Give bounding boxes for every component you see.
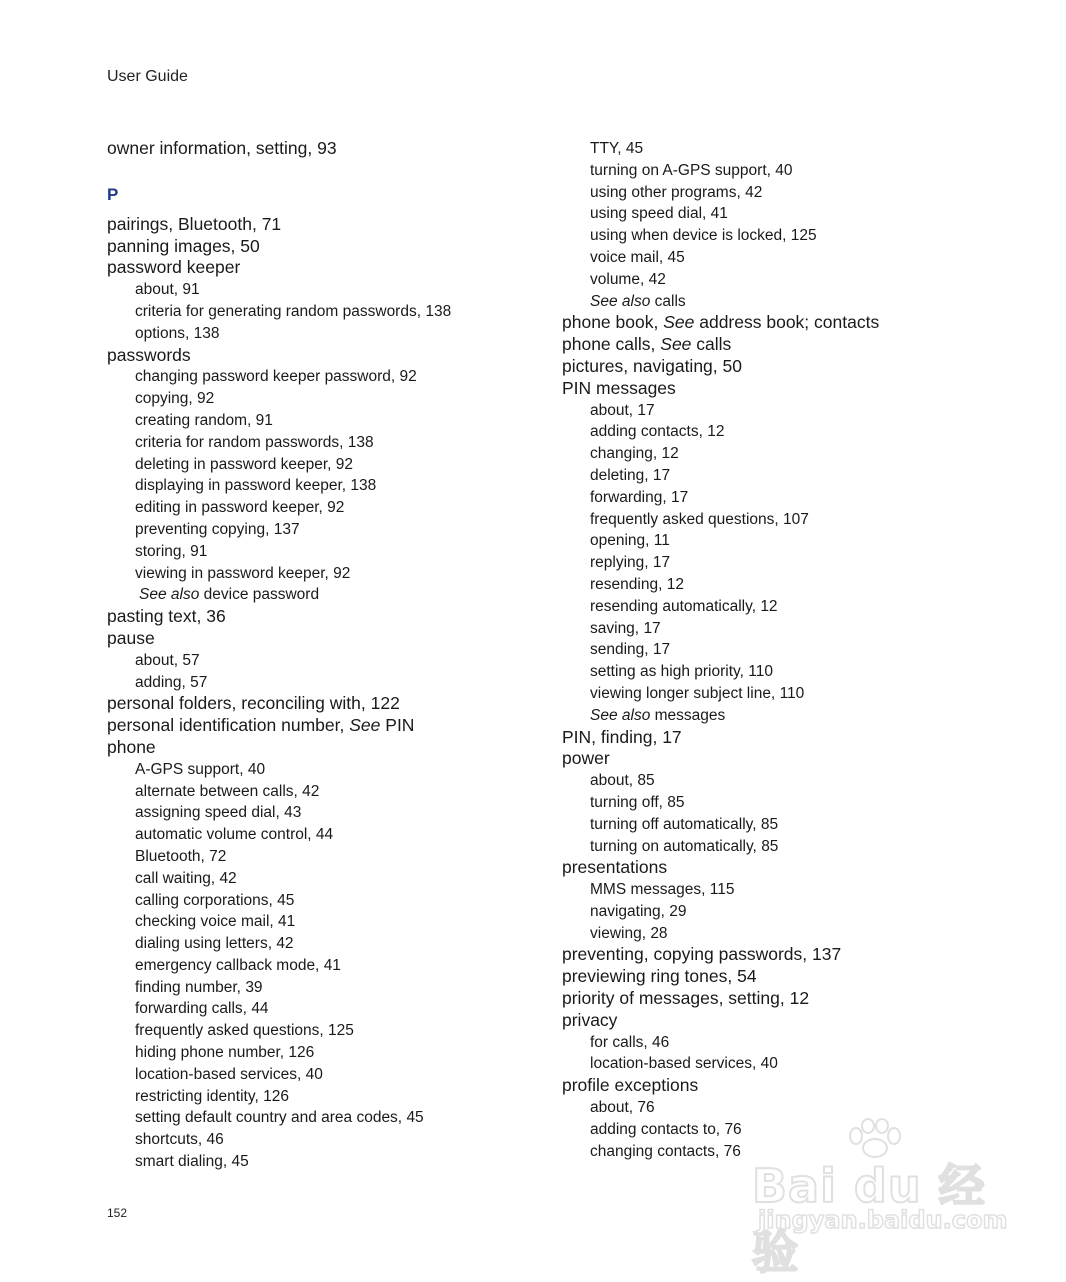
see-target: PIN: [385, 715, 415, 736]
entry-page-ref: 46: [206, 1131, 224, 1149]
entry-term: using when device is locked,: [590, 227, 787, 245]
entry-term: location-based services,: [590, 1055, 757, 1073]
entry-term: turning off,: [590, 793, 663, 811]
index-subentry: [107, 1086, 547, 1108]
index-subentry: [562, 618, 1002, 640]
entry-page-ref: 11: [653, 532, 670, 550]
entry-term: frequently asked questions,: [135, 1022, 324, 1040]
entry-page-ref: 92: [333, 564, 351, 582]
entry-page-ref: 50: [722, 355, 742, 376]
entry-page-ref: 42: [219, 869, 237, 887]
entry-term: voice mail,: [590, 248, 664, 266]
entry-term: restricting identity,: [135, 1087, 259, 1105]
entry-page-ref: 138: [347, 433, 374, 451]
entry-term: viewing in password keeper,: [135, 564, 329, 582]
see-target: address book; contacts: [699, 312, 880, 333]
index-subentry: [562, 400, 1002, 422]
entry-page-ref: 45: [231, 1153, 249, 1171]
entry-term: turning off automatically,: [590, 815, 757, 833]
entry-term: pause: [107, 627, 155, 648]
index-subentry: [562, 574, 1002, 596]
entry-term: about,: [590, 401, 634, 419]
entry-page-ref: 76: [724, 1120, 742, 1138]
entry-term: storing,: [135, 542, 186, 560]
entry-term: power: [562, 748, 610, 769]
index-subentry: [562, 182, 1002, 204]
entry-term: phone calls,: [562, 334, 656, 355]
entry-term: dialing using letters,: [135, 935, 272, 953]
index-entry: [562, 334, 1002, 356]
entry-term: pasting text,: [107, 606, 202, 627]
entry-page-ref: 44: [315, 826, 334, 844]
index-subentry: [562, 552, 1002, 574]
entry-page-ref: 125: [328, 1022, 354, 1040]
entry-page-ref: 12: [666, 575, 684, 593]
index-subentry: [107, 1151, 547, 1173]
see-reference: See: [663, 312, 695, 333]
index-subentry: [107, 802, 547, 824]
entry-term: creating random,: [135, 411, 252, 429]
entry-term: hiding phone number,: [135, 1044, 285, 1062]
entry-page-ref: 76: [723, 1142, 741, 1160]
entry-term: preventing, copying passwords,: [562, 944, 808, 965]
index-subentry: [107, 454, 547, 476]
index-subentry: [107, 650, 547, 672]
entry-page-ref: 85: [667, 793, 685, 811]
entry-page-ref: 42: [276, 935, 294, 953]
entry-term: assigning speed dial,: [135, 804, 280, 822]
index-subentry: [107, 497, 547, 519]
index-subentry: [562, 225, 1002, 247]
index-subentry: [562, 509, 1002, 531]
index-subentry: [107, 388, 547, 410]
entry-page-ref: 40: [760, 1055, 778, 1073]
entry-page-ref: 91: [182, 281, 200, 299]
entry-term: smart dialing,: [135, 1153, 228, 1171]
index-subentry: [562, 138, 1002, 160]
index-entry: [562, 988, 1002, 1010]
entry-page-ref: 138: [193, 324, 220, 342]
entry-term: privacy: [562, 1009, 618, 1030]
entry-page-ref: 57: [190, 673, 208, 691]
entry-term: PIN messages: [562, 377, 676, 398]
entry-term: PIN, finding,: [562, 726, 658, 747]
index-subentry: [562, 269, 1002, 291]
entry-term: viewing,: [590, 924, 646, 942]
entry-page-ref: 12: [760, 597, 778, 615]
entry-term: MMS messages,: [590, 881, 706, 899]
entry-term: turning on A-GPS support,: [590, 161, 771, 179]
index-subentry: [562, 683, 1002, 705]
index-subentry: [562, 705, 1002, 727]
entry-term: editing in password keeper,: [135, 499, 323, 517]
index-subentry: [562, 465, 1002, 487]
index-entry: [107, 345, 547, 367]
index-subentry: [562, 1053, 1002, 1075]
index-subentry: [107, 301, 547, 323]
entry-term: turning on automatically,: [590, 837, 757, 855]
index-subentry: [107, 911, 547, 933]
index-subentry: [107, 846, 547, 868]
entry-term: preventing copying,: [135, 520, 270, 538]
index-subentry: [107, 279, 547, 301]
index-entry: [562, 1010, 1002, 1032]
entry-page-ref: 54: [737, 966, 757, 987]
index-subentry: [562, 421, 1002, 443]
index-entry: [562, 857, 1002, 879]
entry-term: sending,: [590, 641, 649, 659]
entry-term: deleting in password keeper,: [135, 455, 332, 473]
entry-page-ref: 12: [789, 988, 810, 1009]
entry-page-ref: 45: [667, 248, 685, 266]
entry-term: opening,: [590, 532, 650, 550]
entry-page-ref: 41: [710, 205, 728, 223]
entry-term: changing,: [590, 445, 658, 463]
index-entry: [107, 628, 547, 650]
see-target: calls: [654, 292, 686, 310]
index-subentry: [107, 519, 547, 541]
entry-page-ref: 137: [812, 944, 842, 965]
entry-page-ref: 115: [709, 881, 735, 899]
entry-term: automatic volume control,: [135, 826, 312, 844]
see-reference: See: [660, 334, 692, 355]
see-reference: See: [349, 715, 381, 736]
entry-term: location-based services,: [135, 1065, 302, 1083]
entry-term: changing contacts,: [590, 1142, 720, 1160]
baidu-watermark: [752, 1118, 1012, 1279]
index-subentry: [562, 487, 1002, 509]
entry-term: calling corporations,: [135, 891, 273, 909]
index-entry: [107, 257, 547, 279]
index-subentry: [107, 1107, 547, 1129]
index-subentry: [107, 323, 547, 345]
entry-page-ref: 41: [323, 956, 341, 974]
index-subentry: [107, 432, 547, 454]
entry-page-ref: 42: [745, 183, 763, 201]
entry-term: emergency callback mode,: [135, 956, 320, 974]
entry-page-ref: 29: [669, 902, 687, 920]
entry-term: forwarding,: [590, 488, 667, 506]
see-target: messages: [654, 706, 726, 724]
entry-page-ref: 107: [783, 510, 809, 528]
index-entry: [562, 1075, 1002, 1097]
see-target: device password: [203, 586, 320, 604]
entry-page-ref: 41: [278, 913, 296, 931]
entry-page-ref: 42: [302, 782, 320, 800]
entry-page-ref: 92: [197, 390, 215, 408]
index-subentry: [562, 879, 1002, 901]
entry-term: about,: [590, 1099, 634, 1117]
entry-term: personal folders, reconciling with,: [107, 693, 366, 714]
index-entry: [107, 737, 547, 759]
entry-term: frequently asked questions,: [590, 510, 779, 528]
entry-page-ref: 93: [317, 138, 337, 158]
index-column-right: [562, 138, 1002, 1162]
index-subentry: [562, 923, 1002, 945]
entry-page-ref: 50: [240, 235, 260, 256]
entry-page-ref: 126: [263, 1087, 289, 1105]
entry-page-ref: 71: [261, 213, 282, 234]
entry-page-ref: 17: [662, 726, 682, 747]
entry-page-ref: 125: [790, 227, 817, 245]
entry-term: changing password keeper password,: [135, 368, 396, 386]
index-entry: [107, 693, 547, 715]
index-entry: [562, 378, 1002, 400]
entry-page-ref: 110: [748, 663, 773, 681]
see-also-reference: See also: [139, 586, 200, 604]
index-subentry: [107, 759, 547, 781]
index-entry: [562, 727, 1002, 749]
index-subentry: [107, 541, 547, 563]
entry-page-ref: 17: [637, 401, 655, 419]
entry-term: phone book,: [562, 312, 659, 333]
entry-page-ref: 36: [206, 606, 226, 627]
entry-term: resending,: [590, 575, 663, 593]
entry-term: priority of messages, setting,: [562, 988, 785, 1009]
entry-term: A-GPS support,: [135, 760, 244, 778]
entry-term: about,: [590, 772, 634, 790]
entry-term: owner information, setting,: [107, 138, 313, 158]
entry-page-ref: 44: [251, 1000, 269, 1018]
entry-term: about,: [135, 281, 179, 299]
entry-term: checking voice mail,: [135, 913, 274, 931]
index-subentry: [562, 814, 1002, 836]
entry-term: pairings, Bluetooth,: [107, 213, 257, 234]
entry-term: finding number,: [135, 978, 241, 996]
section-letter: P: [107, 184, 119, 204]
index-entry: [562, 748, 1002, 770]
entry-page-ref: 45: [277, 891, 295, 909]
index-entry: [562, 312, 1002, 334]
index-subentry: [107, 998, 547, 1020]
entry-page-ref: 91: [190, 542, 208, 560]
entry-term: presentations: [562, 857, 668, 878]
entry-term: Bluetooth,: [135, 847, 205, 865]
index-subentry: [107, 1064, 547, 1086]
entry-term: setting default country and area codes,: [135, 1109, 403, 1127]
index-subentry: [107, 955, 547, 977]
entry-term: adding contacts,: [590, 423, 703, 441]
entry-term: call waiting,: [135, 869, 216, 887]
entry-term: navigating,: [590, 902, 665, 920]
entry-page-ref: 122: [370, 693, 400, 714]
entry-page-ref: 28: [650, 924, 668, 942]
entry-term: alternate between calls,: [135, 782, 298, 800]
index-entry: [107, 214, 547, 236]
index-subentry: [562, 443, 1002, 465]
entry-term: adding contacts to,: [590, 1120, 721, 1138]
entry-term: saving,: [590, 619, 640, 637]
entry-page-ref: 17: [652, 641, 671, 659]
index-entry: [107, 715, 547, 737]
entry-term: passwords: [107, 344, 191, 365]
page-number: 152: [107, 1206, 128, 1220]
entry-page-ref: 110: [779, 684, 805, 702]
entry-page-ref: 85: [761, 837, 779, 855]
index-subentry: [107, 933, 547, 955]
entry-term: profile exceptions: [562, 1075, 699, 1096]
entry-term: deleting,: [590, 466, 649, 484]
entry-term: setting as high priority,: [590, 663, 744, 681]
index-subentry: [562, 291, 1002, 313]
index-subentry: [107, 977, 547, 999]
entry-term: password keeper: [107, 257, 241, 278]
entry-term: TTY,: [590, 140, 622, 157]
entry-page-ref: 85: [760, 815, 779, 833]
entry-page-ref: 91: [255, 411, 273, 429]
entry-page-ref: 40: [247, 760, 266, 778]
index-entry: [107, 138, 547, 160]
entry-page-ref: 92: [335, 455, 354, 473]
entry-term: about,: [135, 651, 179, 669]
index-subentry: [107, 366, 547, 388]
index-subentry: [562, 770, 1002, 792]
entry-term: pictures, navigating,: [562, 355, 718, 376]
running-header: User Guide: [107, 68, 188, 85]
entry-page-ref: 57: [182, 651, 200, 669]
entry-page-ref: 45: [625, 140, 644, 157]
entry-term: options,: [135, 324, 190, 342]
entry-term: forwarding calls,: [135, 1000, 247, 1018]
entry-page-ref: 39: [245, 978, 263, 996]
index-subentry: [107, 475, 547, 497]
index-subentry: [107, 410, 547, 432]
entry-term: phone: [107, 736, 156, 757]
entry-term: panning images,: [107, 235, 236, 256]
entry-term: previewing ring tones,: [562, 966, 733, 987]
entry-page-ref: 12: [661, 445, 679, 463]
entry-page-ref: 17: [643, 619, 661, 637]
entry-term: criteria for generating random passwords,: [135, 302, 422, 320]
entry-page-ref: 85: [637, 772, 655, 790]
index-subentry: [562, 1097, 1002, 1119]
entry-term: replying,: [590, 554, 649, 572]
index-subentry: [562, 1032, 1002, 1054]
index-subentry: [107, 1042, 547, 1064]
entry-term: for calls,: [590, 1033, 648, 1051]
entry-page-ref: 40: [305, 1065, 323, 1083]
index-subentry: [562, 639, 1002, 661]
entry-term: criteria for random passwords,: [135, 433, 344, 451]
entry-page-ref: 137: [273, 520, 300, 538]
index-subentry: [562, 530, 1002, 552]
index-subentry: [562, 836, 1002, 858]
index-subentry: [107, 672, 547, 694]
index-subentry: [562, 247, 1002, 269]
index-subentry: [562, 203, 1002, 225]
index-subentry: [562, 901, 1002, 923]
index-entry: [562, 944, 1002, 966]
entry-page-ref: 43: [284, 804, 302, 822]
see-target: calls: [696, 334, 732, 355]
watermark-logo-text: Bai du 经验: [752, 1159, 986, 1279]
entry-term: copying,: [135, 390, 193, 408]
index-subentry: [107, 1020, 547, 1042]
entry-page-ref: 72: [209, 847, 227, 865]
index-subentry: [107, 890, 547, 912]
entry-term: resending automatically,: [590, 597, 756, 615]
index-subentry: [562, 661, 1002, 683]
entry-page-ref: 126: [288, 1044, 315, 1062]
index-column-left: [107, 138, 547, 1173]
entry-term: using speed dial,: [590, 205, 707, 223]
entry-page-ref: 138: [425, 302, 452, 320]
entry-page-ref: 45: [406, 1109, 424, 1127]
index-subentry: [562, 160, 1002, 182]
entry-term: volume,: [590, 270, 645, 288]
entry-page-ref: 40: [775, 161, 793, 179]
index-entry: [107, 606, 547, 628]
entry-page-ref: 12: [707, 423, 725, 441]
index-subentry: [107, 868, 547, 890]
entry-page-ref: 138: [350, 477, 377, 495]
entry-term: personal identification number,: [107, 715, 345, 736]
entry-term: shortcuts,: [135, 1131, 203, 1149]
entry-page-ref: 42: [648, 270, 666, 288]
entry-page-ref: 17: [671, 488, 689, 506]
entry-term: viewing longer subject line,: [590, 684, 776, 702]
see-also-reference: See also: [590, 292, 651, 310]
index-subentry: [107, 781, 547, 803]
index-subentry: [107, 1129, 547, 1151]
entry-term: using other programs,: [590, 183, 741, 201]
entry-term: displaying in password keeper,: [135, 477, 347, 495]
entry-page-ref: 76: [637, 1099, 655, 1117]
see-also-reference: See also: [590, 706, 651, 724]
entry-page-ref: 17: [652, 554, 671, 572]
entry-page-ref: 92: [327, 499, 345, 517]
entry-page-ref: 17: [652, 466, 671, 484]
entry-term: adding,: [135, 673, 186, 691]
index-subentry: [562, 792, 1002, 814]
watermark-url: jingyan.baidu.com: [758, 1206, 1008, 1234]
entry-page-ref: 92: [399, 368, 417, 386]
index-subentry: [562, 596, 1002, 618]
index-subentry: [107, 584, 547, 606]
index-subentry: [107, 563, 547, 585]
index-entry: [107, 236, 547, 258]
index-entry: [562, 966, 1002, 988]
index-entry: [562, 356, 1002, 378]
index-subentry: [107, 824, 547, 846]
entry-page-ref: 46: [652, 1033, 670, 1051]
